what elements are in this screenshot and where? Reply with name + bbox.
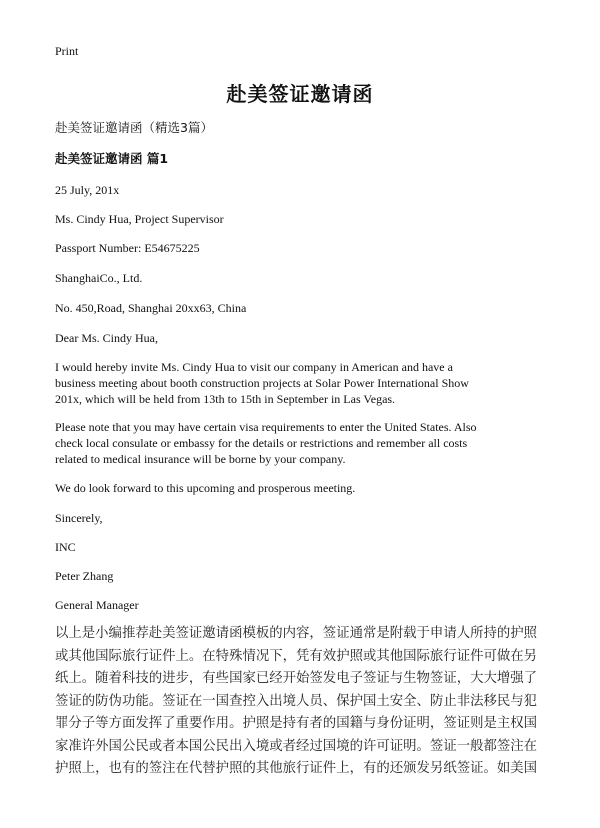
- paragraph-line: Please note that you may have certain visa requirements to enter the United States. Also: [55, 420, 477, 434]
- company-name: ShanghaiCo., Ltd.: [55, 271, 143, 285]
- letter-paragraph-invite: [55, 359, 555, 407]
- section-heading: 赴美签证邀请函 篇1: [55, 151, 169, 166]
- summary-line: 护照上，也有的签注在代替护照的其他旅行证件上，有的还颁发另纸签证。如美国: [55, 761, 538, 776]
- paragraph-line: business meeting about booth construction projects at Solar Power International Show: [55, 376, 469, 390]
- letter-paragraph-visa: [55, 419, 555, 467]
- summary-line: 以上是小编推荐赴美签证邀请函模板的内容，签证通常是附载于申请人所持的护照: [55, 626, 538, 641]
- summary-line: 签证的防伪功能。签证在一国查控入出境人员、保护国土安全、防止非法移民与犯: [55, 693, 538, 709]
- summary-line: 家准许外国公民或者本国公民出入境或者经过国境的许可证明。签证一般都签注在: [55, 738, 538, 754]
- company-address: No. 450,Road, Shanghai 20xx63, China: [55, 301, 247, 315]
- passport-number: Passport Number: E54675225: [55, 241, 200, 255]
- document-subtitle: 赴美签证邀请函（精选3篇）: [55, 120, 213, 135]
- print-link[interactable]: Print: [55, 44, 79, 58]
- letter-recipient: Ms. Cindy Hua, Project Supervisor: [55, 212, 224, 226]
- letter-date: 25 July, 201x: [55, 183, 120, 197]
- paragraph-line: related to medical insurance will be borne by your company.: [55, 452, 346, 466]
- letter-salutation: Dear Ms. Cindy Hua,: [55, 331, 158, 345]
- paragraph-line: I would hereby invite Ms. Cindy Hua to visit our company in American and have a: [55, 360, 453, 374]
- page-title: 赴美签证邀请函: [226, 82, 374, 106]
- paragraph-line: check local consulate or embassy for the details or restrictions and remember all costs: [55, 436, 468, 450]
- signer-organization: INC: [55, 540, 76, 554]
- summary-line: 纸上。随着科技的进步，有些国家已经开始签发电子签证与生物签证，大大增强了: [55, 671, 538, 686]
- summary-paragraph: [55, 623, 565, 781]
- summary-line: 罪分子等方面发挥了重要作用。护照是持有者的国籍与身份证明，签证则是主权国: [55, 716, 538, 731]
- paragraph-line: 201x, which will be held from 13th to 15th in September in Las Vegas.: [55, 392, 396, 406]
- summary-line: 或其他国际旅行证件上。在特殊情况下，凭有效护照或其他国际旅行证件可做在另: [55, 648, 538, 664]
- letter-closing: Sincerely,: [55, 511, 103, 525]
- letter-paragraph-closing: We do look forward to this upcoming and prosperous meeting.: [55, 481, 356, 495]
- signer-title: General Manager: [55, 598, 139, 612]
- signer-name: Peter Zhang: [55, 569, 114, 583]
